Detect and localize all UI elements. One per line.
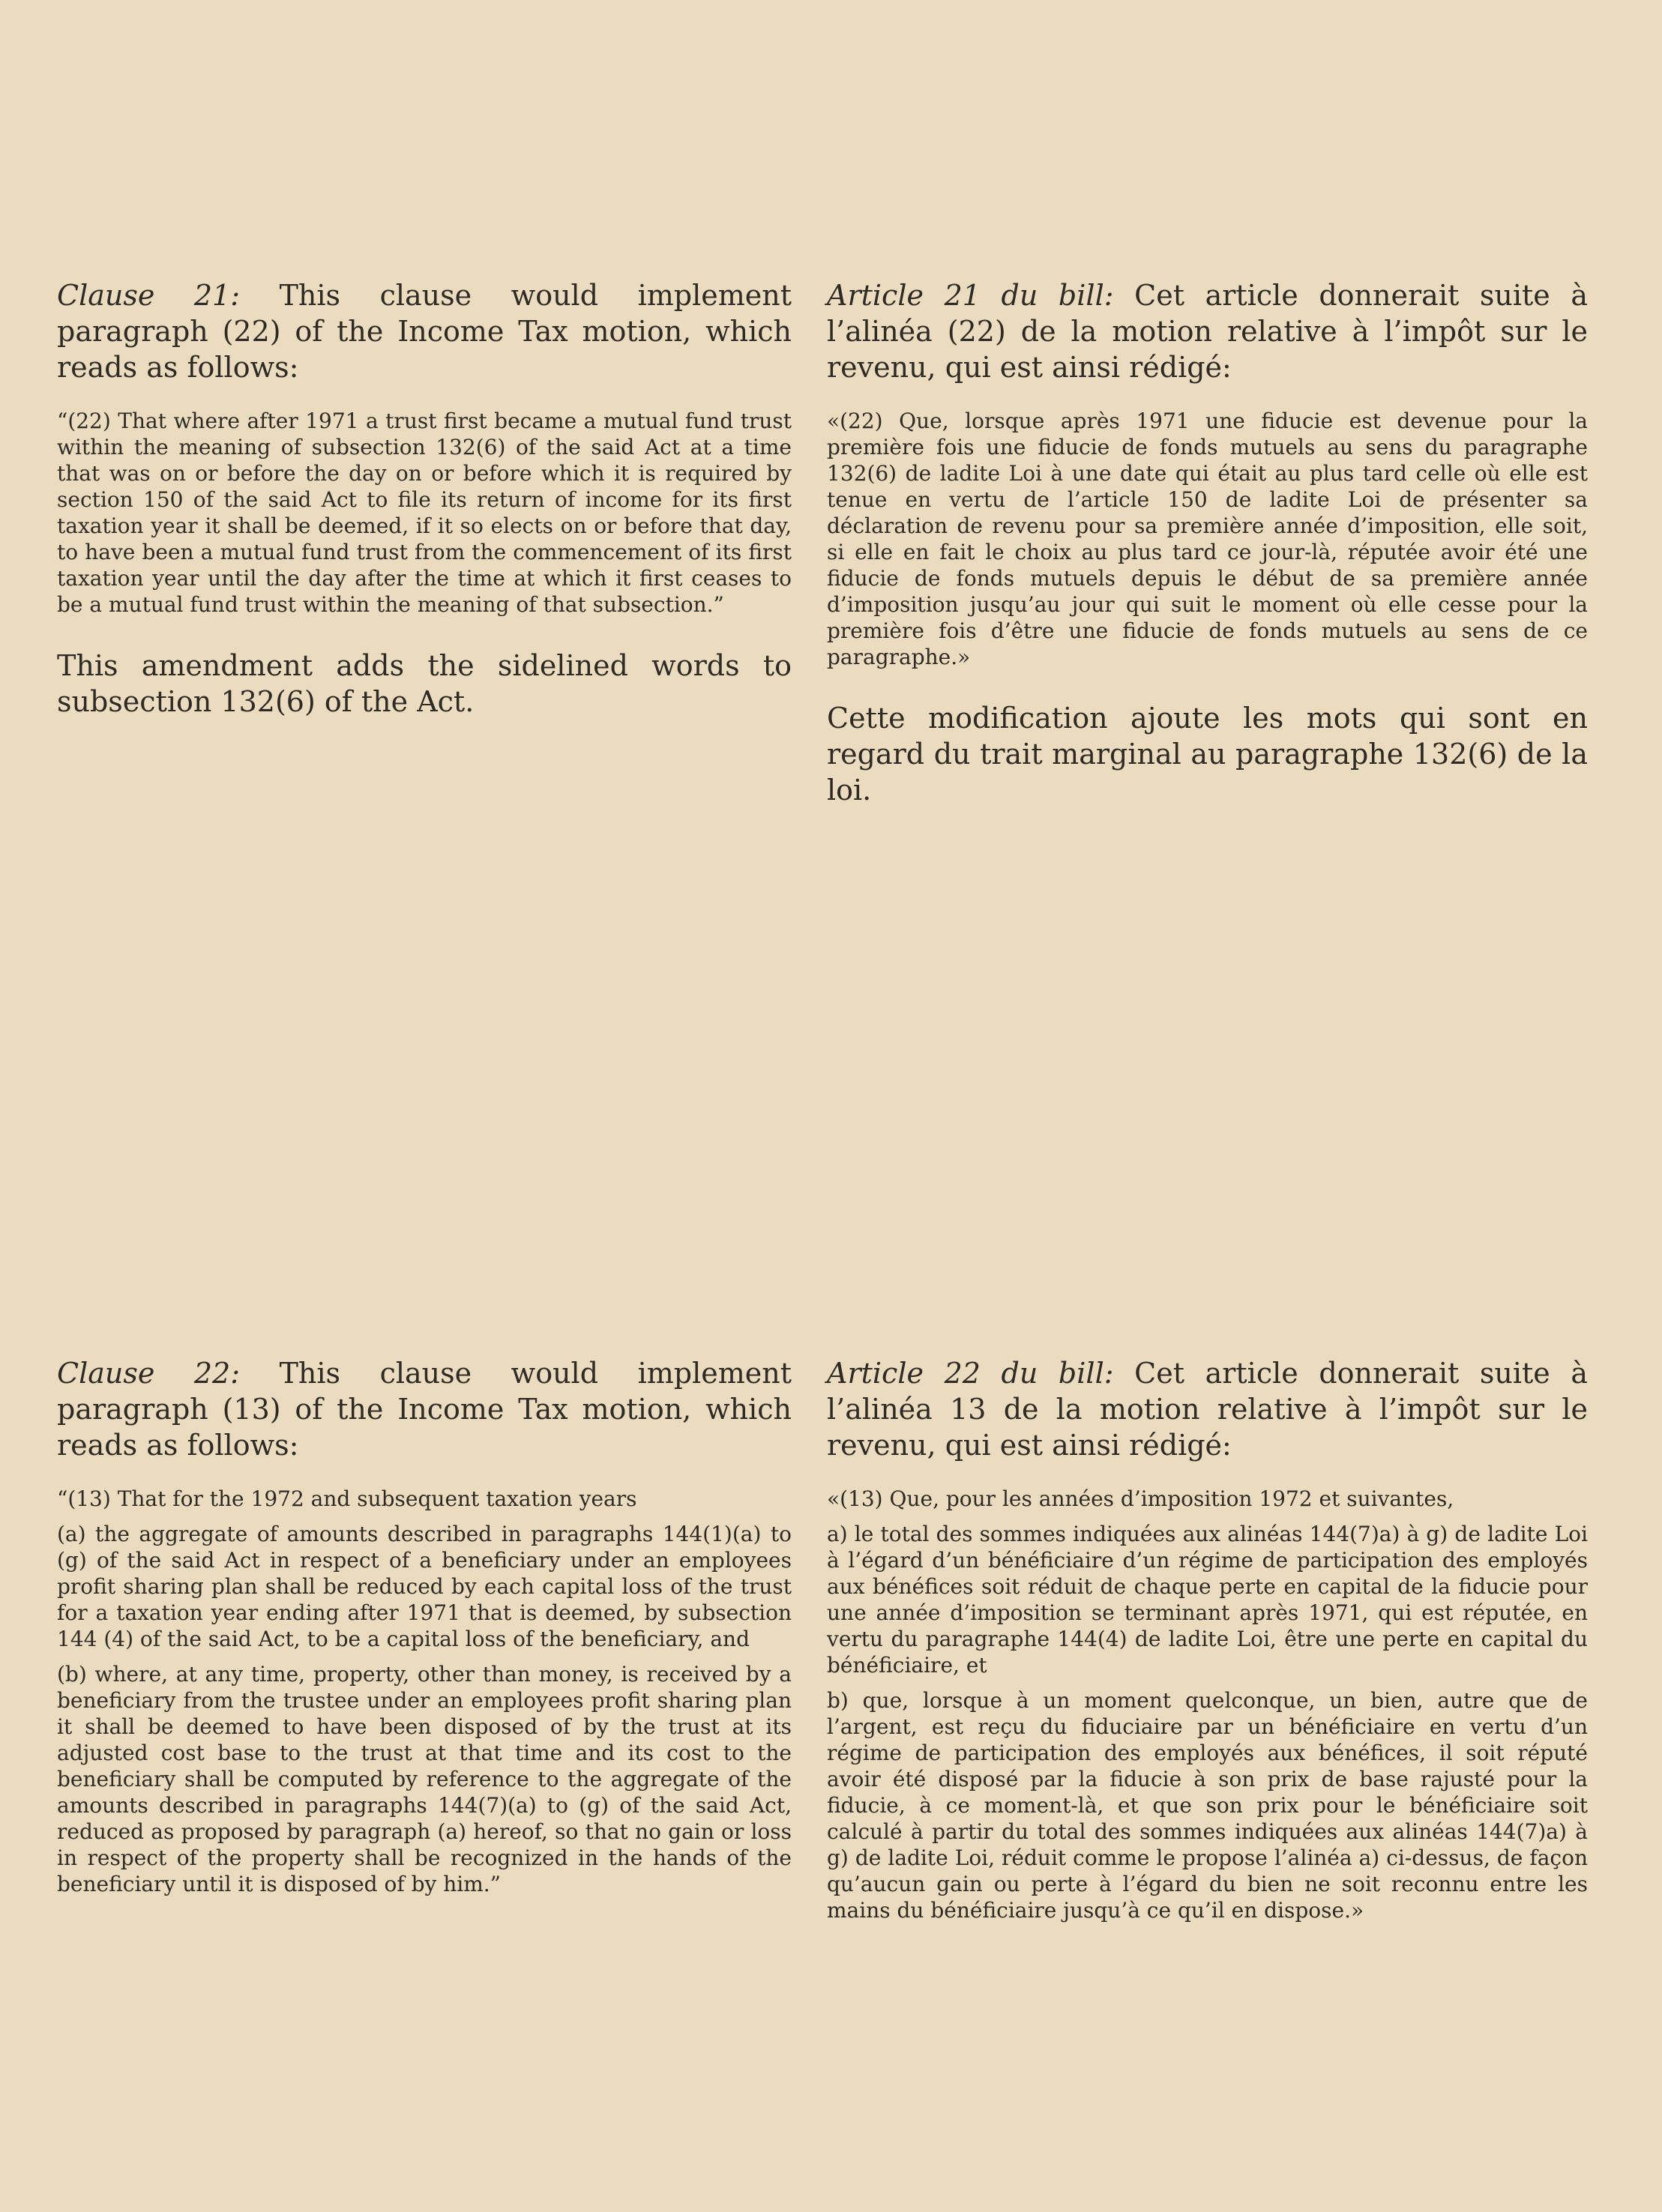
article-22-french [827, 1355, 1588, 1953]
clause-22-lead: Clause 22: [57, 1357, 241, 1390]
article-22-quote [827, 1486, 1588, 1923]
article-22-heading [827, 1355, 1588, 1463]
article-22-lead: Article 22 du bill: [827, 1357, 1114, 1390]
article-21-quote-text: «(22) Que, lorsque après 1971 une fiducie est devenue pour la première fois une fiducie de fonds mutuels au sens du paragraphe 132(6) de ladite Loi à une date qui était au plus tard celle où elle est tenue en vertu de l’article 150 de ladite Loi de présenter sa déclaration de revenu pour sa première année d’imposition, elle soit, si elle en fait le choix au plus tard ce jour-là, réputée avoir été une fiducie de fonds mutuels depuis le début de sa première année d’imposition jusqu’au jour qui suit le moment où elle cesse pour la première fois d’être une fiducie de fonds mutuels au sens de ce paragraphe.» [827, 409, 1588, 669]
clause-22-intro: This clause would implement paragraph (13) of the Income Tax motion, which reads as follows: [57, 1357, 792, 1462]
article-22-quote-intro: «(13) Que, pour les années d’imposition 1972 et suivantes, [827, 1486, 1454, 1511]
clause-22-quote-para-a: (a) the aggregate of amounts described in paragraphs 144(1)(a) to (g) of the said Act in respect of a beneficiary under an employees profit sharing plan shall be reduced by each capital loss of the trust for a taxation year ending after 1971 that is deemed, by subsection 144 (4) of the said Act, to be a capital loss of the beneficiary, and [57, 1522, 792, 1651]
clause-22-quote-intro: “(13) That for the 1972 and subsequent taxation years [57, 1486, 637, 1511]
clause-21-heading [57, 277, 792, 385]
article-21-lead: Article 21 du bill: [827, 279, 1114, 312]
clause-22-english [57, 1355, 792, 1927]
article-21-intro: Cet article donnerait suite à l’alinéa (22) de la motion relative à l’impôt sur le revenu, qui est ainsi rédigé: [827, 279, 1588, 384]
clause-21-note: This amendment adds the sidelined words to subsection 132(6) of the Act. [57, 649, 792, 718]
article-21-french [827, 277, 1588, 808]
clause-21-english [57, 277, 792, 720]
article-22-quote-para-b: b) que, lorsque à un moment quelconque, un bien, autre que de l’argent, est reçu du fiduciaire par un bénéficiaire en vertu d’un régime de participation des employés aux bénéfices, il soit réputé avoir été disposé par la fiducie à son prix de base rajusté pour la fiducie, à ce moment-là, et que son prix pour le bénéficiaire soit calculé à partir du total des sommes indiquées aux alinéas 144(7)a) à g) de ladite Loi, réduit comme le propose l’alinéa a) ci-dessus, de façon qu’aucun gain ou perte à l’égard du bien ne soit reconnu entre les mains du bénéficiaire jusqu’à ce qu’il en dispose.» [827, 1688, 1588, 1923]
clause-22-quote [57, 1486, 792, 1897]
article-22-intro: Cet article donnerait suite à l’alinéa 13 de la motion relative à l’impôt sur le revenu, qui est ainsi rédigé: [827, 1357, 1588, 1462]
clause-21-quote-text: “(22) That where after 1971 a trust first became a mutual fund trust within the meaning of subsection 132(6) of the said Act at a time that was on or before the day on or before which it is required by section 150 of the said Act to file its return of income for its first taxation year it shall be deemed, if it so elects on or before that day, to have been a mutual fund trust from the commencement of its first taxation year until the day after the time at which it first ceases to be a mutual fund trust within the meaning of that subsection.” [57, 409, 792, 617]
article-21-heading [827, 277, 1588, 385]
clause-21-quote [57, 408, 792, 618]
clause-21-intro: This clause would implement paragraph (22) of the Income Tax motion, which reads as follows: [57, 279, 792, 384]
article-22-quote-para-a: a) le total des sommes indiquées aux alinéas 144(7)a) à g) de ladite Loi à l’égard d’un bénéficiaire d’un régime de participation des employés aux bénéfices soit réduit de chaque perte en capital de la fiducie pour une année d’imposition se terminant après 1971, qui est réputée, en vertu du paragraphe 144(4) de ladite Loi, être une perte en capital du bénéficiaire, et [827, 1522, 1588, 1678]
article-21-quote [827, 408, 1588, 670]
clause-22-quote-para-b: (b) where, at any time, property, other than money, is received by a beneficiary from the trustee under an employees profit sharing plan it shall be deemed to have been disposed of by the trust at its adjusted cost base to the trust at that time and its cost to the beneficiary shall be computed by reference to the aggregate of the amounts described in paragraphs 144(7)(a) to (g) of the said Act, reduced as proposed by paragraph (a) hereof, so that no gain or loss in respect of the property shall be recognized in the hands of the beneficiary until it is disposed of by him.” [57, 1662, 792, 1896]
article-21-note: Cette modification ajoute les mots qui sont en regard du trait marginal au paragraphe 132(6) de la loi. [827, 702, 1588, 807]
clause-21-lead: Clause 21: [57, 279, 241, 312]
clause-22-heading [57, 1355, 792, 1463]
